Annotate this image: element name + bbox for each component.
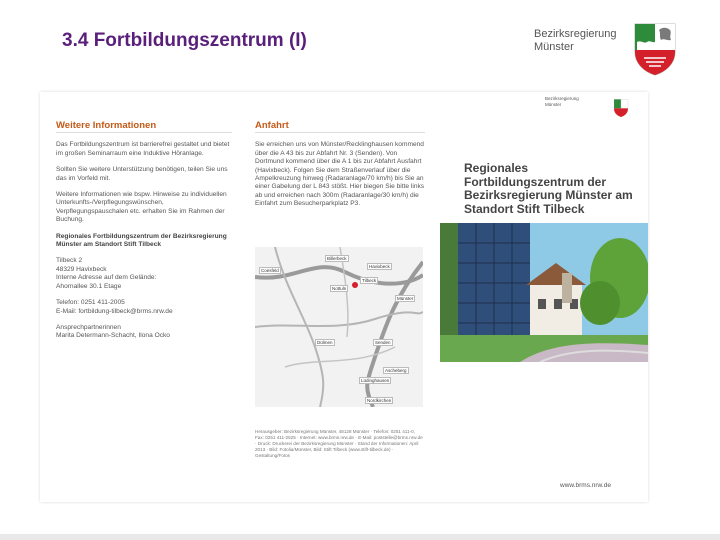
info-contacts-label: Ansprechpartnerinnen (56, 323, 121, 331)
flyer-website: www.brms.nrw.de (560, 482, 611, 489)
map-label-havixbeck: Havixbeck (369, 264, 390, 269)
flyer-logo (545, 96, 635, 120)
info-paragraph-3: Weitere Informationen wie bspw. Hinweise zu individuellen Unterkunfts-/Verpflegungswünschen, Verpflegungspauschalen etc. erhalten Sie im Rahmen der Buchung. (56, 191, 227, 224)
nrw-crest-logo (632, 22, 678, 76)
info-org-block: Regionales Fortbildungszentrum der Bezirksregierung Münster am Standort Stift Tilbeck (56, 232, 227, 249)
map-label-billerbeck: Billerbeck (327, 256, 347, 261)
colophon: Herausgeber: Bezirksregierung Münster, 48128 Münster · Telefon: 0251 411-0, Fax: 0251 411-2525 · Internet: www.brms.nrw.de · E-Mail: poststelle@brms.nrw.de · Druck: Druckerei der Bezirksregierung Münster · Stand der Informationen: April 2013 · Bild: Fotolia/Münster, Bild: Stift Tilbeck (www.stift-tilbeck.de) · Gestaltung/Fotos (255, 429, 423, 458)
info-paragraph-1: Das Fortbildungszentrum ist barrierefrei gestaltet und bietet im großen Seminarraum eine Induktive Höranlage. (56, 141, 230, 157)
map-label-senden: Senden (375, 340, 391, 345)
org-name-line1: Bezirksregierung (534, 28, 617, 40)
map-label-ascheberg: Ascheberg (385, 368, 407, 373)
directions-text: Sie erreichen uns von Münster/Recklinghausen kommend über die A 43 bis zur Abfahrt Nr. 3 (Senden). Von Dortmund kommend über die A 1 bis zur Abfahrt Ausfahrt (Havixbeck). Folgen Sie dem Straßenverlauf über die Ampelkreuzung hinweg (Radaranlage/70 km/h) bis Sie an einer Gabelung der L 843 stößt. Hier biegen Sie bitte links ab und erreichen nach 300m (Radaranlage/30 km/h) die Einfahrt zum Besucherparkplatz P3. (255, 141, 425, 208)
slide-title: 3.4 Fortbildungszentrum (I) (62, 30, 307, 51)
info-address: Tilbeck 2 48329 Havixbeck Interne Adresse auf dem Gelände: Ahornallee 30.1 Etage (56, 257, 157, 290)
map-label-duelmen: Dülmen (317, 340, 333, 345)
building-photo-illustration (440, 223, 648, 362)
map-label-luedinghausen: Lüdinghausen (361, 378, 390, 383)
map-label-nottuln: Nottuln (332, 286, 347, 291)
info-contacts: Marita Determann-Schacht, Ilona Ocko (56, 332, 170, 340)
map-label-nordkirchen: Nordkirchen (367, 398, 392, 403)
info-paragraph-2: Sollten Sie weitere Unterstützung benötigen, teilen Sie uns das im Vorfeld mit. (56, 166, 228, 182)
info-heading: Weitere Informationen (56, 122, 232, 133)
directions-heading: Anfahrt (255, 122, 425, 133)
info-contact: Telefon: 0251 411-2005 E-Mail: fortbildung-tilbeck@brms.nrw.de (56, 299, 173, 315)
flyer-photo (440, 223, 648, 362)
org-name-line2: Münster (534, 41, 574, 53)
org-name (534, 28, 624, 54)
map-label-tilbeck: Tilbeck (362, 278, 377, 283)
map-label-coesfeld: Coesfeld (261, 268, 279, 273)
footer-band (0, 534, 720, 540)
flyer-title: Regionales Fortbildungszentrum der Bezirksregierung Münster am Standort Stift Tilbeck (464, 161, 633, 216)
info-column (56, 122, 232, 341)
flyer-document (40, 92, 648, 502)
flyer-logo-text: Bezirksregierung Münster (545, 96, 579, 107)
directions-column (255, 122, 425, 209)
flyer-crest-icon (613, 98, 629, 118)
directions-map (255, 247, 423, 407)
map-label-muenster: Münster (397, 296, 414, 301)
